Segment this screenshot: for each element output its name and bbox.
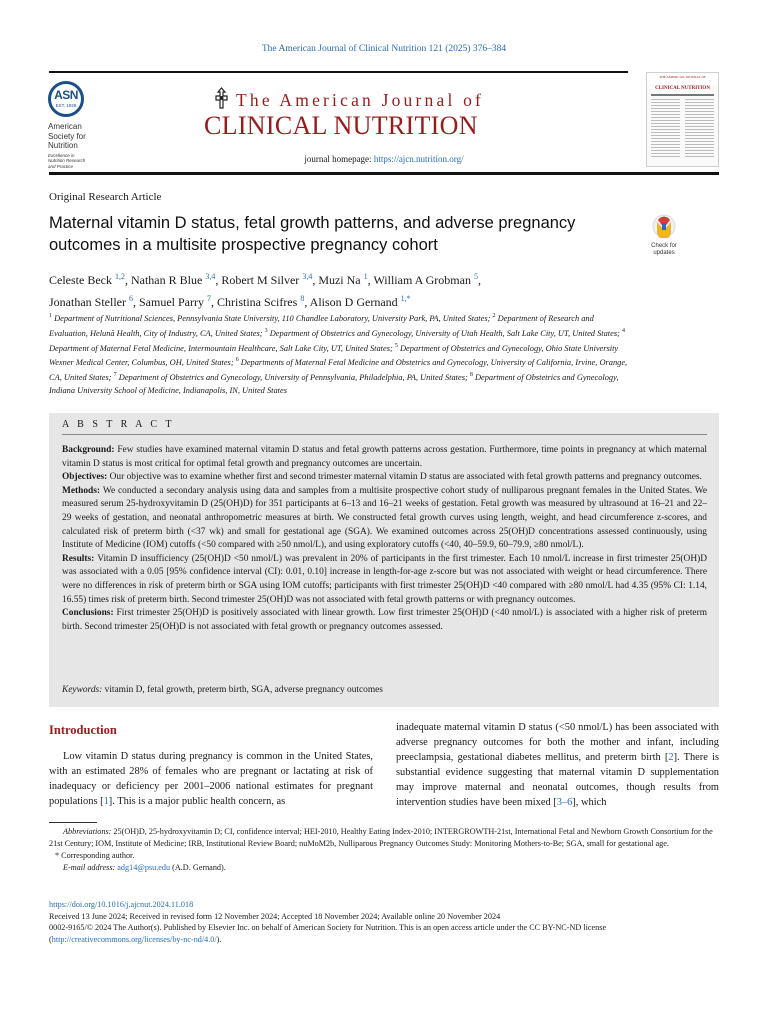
email-suffix: (A.D. Gernand). [172, 863, 226, 872]
abstract-section-label: Background: [62, 445, 118, 455]
author-separator: , [304, 294, 310, 309]
affiliation-number: 3 [264, 327, 268, 334]
author-separator: , [210, 294, 217, 309]
author-name: Christina Scifres [216, 294, 301, 309]
crossmark-label-1: Check for [651, 243, 677, 249]
affiliation-number: 8 [469, 372, 473, 379]
abbreviations-label: Abbreviations: [63, 827, 112, 836]
header-rule [49, 71, 628, 73]
article-type: Original Research Article [49, 191, 162, 203]
author-affiliation-ref[interactable]: 6 [128, 293, 133, 303]
asn-logo-icon [48, 81, 84, 117]
abstract-section [62, 471, 707, 485]
author-affiliation-ref[interactable]: 3,4 [302, 272, 313, 281]
author-separator: , [477, 273, 481, 287]
author-affiliation-ref[interactable]: 1,2 [114, 272, 125, 281]
affiliation-text: Department of Nutritional Sciences, Pennsylvania State University, 110 Chandlee Laboratory, University Park, PA, United States; [52, 313, 493, 323]
abstract-section-text: First trimester 25(OH)D is positively associated with linear growth. Low first trimester 25(OH)D (<40 nmol/L) is associated with a higher risk of preterm birth. Second trimester 25(OH)D is not associated with fetal growth or pregnancy outcomes assessed. [62, 608, 707, 632]
abstract-section-text: Our objective was to examine whether first and second trimester maternal vitamin D status are associated with fetal growth patterns and pregnancy outcomes. [109, 472, 702, 483]
author-affiliation-ref[interactable]: 5 [473, 272, 478, 281]
affiliation-number: 7 [113, 372, 117, 379]
author-name: Samuel Parry [138, 294, 207, 309]
affiliation-text: Department of Obstetrics and Gynecology, Indiana University School of Medicine, Indianapolis, IN, United States [49, 372, 619, 395]
journal-name-line2: CLINICAL NUTRITION [204, 111, 478, 140]
abstract-section-label: Conclusions: [62, 608, 117, 619]
affiliation-number: 4 [621, 327, 625, 334]
author-separator: , [132, 294, 139, 309]
author-name: Muzi Na [318, 273, 364, 287]
footnote-rule [49, 822, 97, 823]
intro-right-paragraph: inadequate maternal vitamin D status (<50 nmol/L) has been associated with adverse pregnancy outcomes for both the mother and infant, including preeclampsia, gestational diabetes mellitus, and preterm birth [2]. There is substantial evidence suggesting that maternal vitamin D supplementation may improve maternal and neonatal outcomes, though results from intervention studies have been mixed [3–6], which [396, 722, 719, 808]
author-name: Nathan R Blue [130, 273, 206, 287]
publication-info [49, 899, 719, 945]
footnotes [49, 826, 719, 874]
email-label: E-mail address: [63, 863, 116, 872]
abstract-section [62, 553, 707, 607]
affiliations [49, 310, 629, 397]
affiliation-text: Department of Obstetrics and Gynecology, Ohio State University Wexner Medical Center, Columbus, OH, United States; [49, 343, 619, 368]
cover-title-line1: THE AMERICAN JOURNAL OF [647, 73, 718, 86]
license-link[interactable]: http://creativecommons.org/licenses/by-nc-nd/4.0/ [51, 934, 217, 944]
homepage-link[interactable]: https://ajcn.nutrition.org/ [373, 154, 464, 164]
abstract-heading: A B S T R A C T [62, 419, 175, 430]
affiliation-number: 5 [394, 342, 398, 349]
received-dates: Received 13 June 2024; Received in revised form 12 November 2024; Accepted 18 November 2024; Available online 20 November 2024 [49, 911, 501, 921]
keywords [62, 685, 707, 695]
asn-tagline: Excellence in Nutrition Research and Practice [48, 152, 86, 169]
affiliation-text: Department of Maternal Fetal Medicine, Intermountain Healthcare, Salt Lake City, UT, United States; [49, 343, 395, 353]
crossmark-label-2: updates [653, 249, 675, 256]
citation-link[interactable]: 1 [103, 795, 109, 807]
author-separator: , [124, 273, 131, 287]
author-separator: , [367, 273, 374, 287]
keywords-label: Keywords: [62, 685, 103, 695]
article-title: Maternal vitamin D status, fetal growth patterns, and adverse pregnancy outcomes in a multisite prospective pregnancy cohort [49, 214, 576, 254]
asn-abbr: ASN [54, 88, 78, 102]
author-name: Jonathan Steller [49, 294, 129, 309]
journal-cover-thumbnail[interactable] [646, 72, 719, 167]
abbreviations-note [49, 826, 719, 850]
introduction-heading: Introduction [49, 723, 117, 737]
affiliation-number: 1 [49, 313, 52, 319]
author-name: Alison D Gernand [309, 294, 401, 309]
affiliation-text: Department of Research and Evaluation, Helună Health, City of Industry, CA, United States; [49, 313, 594, 338]
email-note [49, 862, 719, 874]
affiliation-number: 2 [492, 313, 496, 319]
affiliation-text: Department of Obstetrics and Gynecology, University of Pennsylvania, Philadelphia, PA, United States; [116, 372, 470, 382]
license-statement: 0002-9165/© 2024 The Author(s). Published by Elsevier Inc. on behalf of American Society for Nutrition. This is an open access article under the CC BY-NC-ND license ( [49, 923, 607, 944]
cover-title-line2: CLINICAL NUTRITION [655, 86, 710, 91]
homepage-label: journal homepage: [304, 154, 372, 164]
citation-link[interactable]: 3–6 [556, 796, 573, 808]
cover-text-lines [647, 91, 718, 163]
abstract-section-text: Few studies have examined maternal vitamin D status and fetal growth patterns across gestation. Furthermore, time points in pregnancy at which maternal vitamin D status is most critical for optimal fetal growth and pregnancy outcomes are uncertain. [62, 445, 707, 469]
license-end: ). [216, 934, 222, 944]
abstract-section [62, 444, 707, 471]
author-affiliation-ref[interactable]: 1,* [400, 293, 411, 303]
abbreviations-text: 25(OH)D, 25-hydroxyvitamin D; CI, confidence interval; HEI-2010, Healthy Eating Index-2010; INTERGROWTH-21st, International Fetal and Newborn Growth Consortium for the 21st Century; IOM, Institute of Medicine; IRB, Institutional Review Board; nuMoM2b, Nulliparous Pregnancy Outcomes Study: Monitoring Mothers-to-Be; SGA, small for gestational age. [49, 827, 713, 848]
abstract-section-label: Results: [62, 553, 98, 564]
abstract-rule [62, 434, 707, 435]
journal-emblem-icon [213, 87, 230, 109]
journal-name-line1: The American Journal of [236, 90, 485, 110]
asn-name: American Society for Nutrition [48, 122, 86, 150]
abstract-body [62, 444, 707, 634]
abstract-section-label: Methods: [62, 485, 103, 496]
affiliation-text: Department of Obstetrics and Gynecology, University of Utah Health, Salt Lake City, UT, United States; [267, 328, 622, 338]
abstract-section-text: We conducted a secondary analysis using data and samples from a multisite prospective cohort study of nulliparous pregnant females in the United States. We measured serum 25-hydroxyvitamin D (25(OH)D) for 351 participants at 6–13 and 16–21 weeks of gestation. Fetal growth was measured by ultrasound at 16–21 and 22–29 weeks of gestation, and neonatal anthropometric measures at birth. We constructed fetal growth curves using length, weight, and head circumference z-scores, and calculated risk of preterm birth (<37 wk) and small for gestational age (SGA). We examined outcomes across 25(OH)D concentrations assessed continuously, using Institute of Medicine (IOM) cutoffs (<50 compared with ≥50 nmol/L), and using exploratory cutoffs (<40, 40–59.9, 60–79.9, ≥80 nmol/L). [62, 485, 707, 551]
intro-left-paragraph: Low vitamin D status during pregnancy is common in the United States, with an estimated 28% of females who are pregnant or lactating at risk of inadequacy or deficiency per 2001–2006 national estimates for pregnant populations [1]. This is a major public health concern, as [49, 751, 373, 807]
author-affiliation-ref[interactable]: 7 [206, 293, 211, 303]
running-head[interactable]: The American Journal of Clinical Nutrition 121 (2025) 376–384 [261, 44, 507, 54]
corresponding-author: * Corresponding author. [55, 851, 135, 860]
doi-link[interactable]: https://doi.org/10.1016/j.ajcnut.2024.11.018 [49, 900, 194, 909]
author-separator: , [312, 273, 319, 287]
license-text [49, 922, 719, 945]
author-list [49, 268, 721, 311]
abstract-section [62, 607, 707, 634]
asn-est: EST. 1928 [55, 103, 77, 108]
author-name: William A Grobman [373, 273, 474, 287]
masthead-rule [49, 172, 719, 175]
author-name: Celeste Beck [49, 273, 115, 287]
affiliation-number: 6 [235, 357, 239, 364]
author-name: Robert M Silver [221, 273, 303, 287]
check-for-updates-badge[interactable] [645, 214, 683, 256]
author-affiliation-ref[interactable]: 3,4 [205, 272, 216, 281]
email-link[interactable]: adg14@psu.edu [117, 863, 171, 872]
crossmark-icon [645, 214, 683, 238]
abstract-section [62, 485, 707, 553]
author-separator: , [215, 273, 222, 287]
author-affiliation-ref[interactable]: 1 [363, 272, 368, 281]
abstract-section-text: Vitamin D insufficiency (25(OH)D <50 nmol/L) was prevalent in 20% of participants in the first trimester. Each 10 nmol/L increase in first trimester 25(OH)D was associated with a 0.05 [95% confidence interval (CI): 0.01, 0.10] increase in length-for-age z-score but was not associated with weight or head circumference. There were no differences in risk of preterm birth or SGA using IOM cutoffs; participants with first trimester 25(OH)D <40 compared with ≥80 nmol/L had 4.35 (95% CI: 1.14, 16.55) times risk of preterm birth. Second trimester 25(OH)D was not associated with fetal growth patterns or with pregnancy outcomes. [62, 553, 707, 605]
abstract-section-label: Objectives: [62, 472, 110, 483]
affiliation-text: Departments of Maternal Fetal Medicine and Obstetrics and Gynecology, University of California, Irvine, Orange, CA, United States; [49, 358, 628, 382]
author-affiliation-ref[interactable]: 8 [300, 293, 305, 303]
keywords-text: vitamin D, fetal growth, preterm birth, SGA, adverse pregnancy outcomes [104, 685, 383, 695]
citation-link[interactable]: 2 [668, 751, 674, 763]
